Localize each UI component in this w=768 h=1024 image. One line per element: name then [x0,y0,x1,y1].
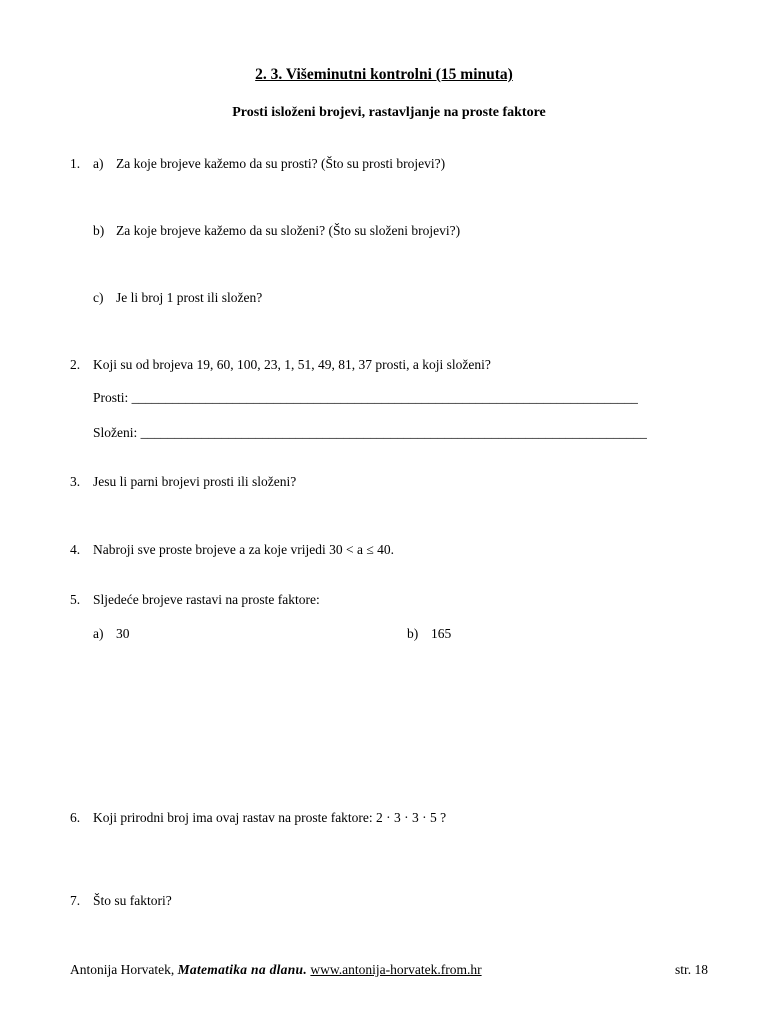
question-6-number: 6. [70,810,81,825]
footer-page-number: str. 18 [674,962,708,977]
question-3-number: 3. [70,474,81,489]
question-1c-text: Je li broj 1 prost ili složen? [116,290,263,305]
question-2-number: 2. [70,357,81,372]
prosti-answer-line[interactable]: Prosti: ___________________________________________________________________________ [93,390,638,405]
footer-url-link[interactable]: www.antonija-horvatek.from.hr [310,962,482,977]
question-1b-label: b) [93,223,105,238]
question-1c-label: c) [93,290,104,305]
question-1a-label: a) [93,156,104,171]
question-5b-value: 165 [431,626,452,641]
question-7-text: Što su faktori? [93,893,172,908]
question-3-text: Jesu li parni brojevi prosti ili složeni? [93,474,297,489]
question-2-text: Koji su od brojeva 19, 60, 100, 23, 1, 51, 49, 81, 37 prosti, a koji složeni? [93,357,491,372]
question-4-text: Nabroji sve proste brojeve a za koje vrijedi 30 < a ≤ 40. [93,542,395,557]
question-5a-value: 30 [116,626,130,641]
question-1-number: 1. [70,156,81,171]
slozeni-answer-line[interactable]: Složeni: ___________________________________________________________________________ [93,425,647,440]
footer-author: Antonija Horvatek, [70,962,175,977]
footer-book-title: Matematika na dlanu. [177,962,308,977]
question-6-text: Koji prirodni broj ima ovaj rastav na proste faktore: 2 · 3 · 3 · 5 ? [93,810,447,825]
question-1b-text: Za koje brojeve kažemo da su složeni? (Što su složeni brojevi?) [116,223,461,238]
question-7-number: 7. [70,893,81,908]
question-5a-label: a) [93,626,104,641]
question-1a-text: Za koje brojeve kažemo da su prosti? (Što su prosti brojevi?) [116,156,446,171]
page-subtitle: Prosti isloženi brojevi, rastavljanje na proste faktore [232,105,546,120]
question-5-text: Sljedeće brojeve rastavi na proste faktore: [93,592,320,607]
page-title: 2. 3. Višeminutni kontrolni (15 minuta) [255,66,513,83]
footer-credits [70,962,482,978]
question-5b-label: b) [407,626,419,641]
question-4-number: 4. [70,542,81,557]
question-5-number: 5. [70,592,81,607]
